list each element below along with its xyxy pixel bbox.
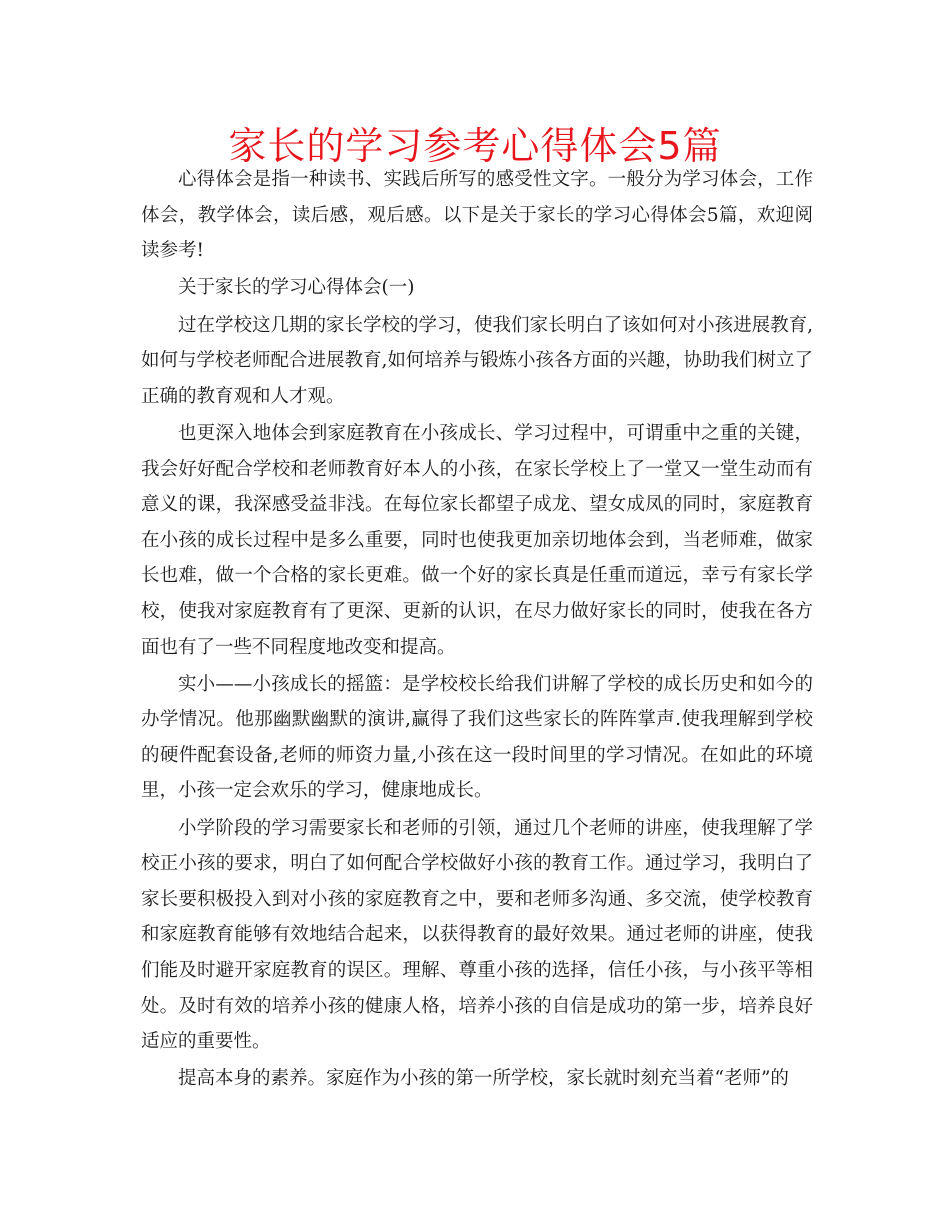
document-title: 家长的学习参考心得体会5篇	[228, 124, 722, 168]
body-paragraph: 提高本身的素养。家庭作为小孩的第一所学校，家长就时刻充当着“老师”的	[178, 1068, 789, 1090]
intro-paragraph: 心得体会是指一种读书、实践后所写的感受性文字。一般分为学习体会，工作体会，教学体会，读后感，观后感。以下是关于家长的学习心得体会5篇，欢迎阅读参考!	[141, 169, 813, 262]
body-paragraph: 过在学校这几期的家长学校的学习，使我们家长明白了该如何对小孩进展教育,如何与学校老师配合进展教育,如何培养与锻炼小孩各方面的兴趣，协助我们树立了正确的教育观和人才观。	[141, 314, 813, 407]
body-paragraph: 也更深入地体会到家庭教育在小孩成长、学习过程中，可谓重中之重的关键，我会好好配合学校和老师教育好本人的小孩，在家长学校上了一堂又一堂生动而有意义的课，我深感受益非浅。在每位家长都望子成龙、望女成凤的同时，家庭教育在小孩的成长过程中是多么重要，同时也使我更加亲切地体会到，当老师难，做家长也难，做一个合格的家长更难。做一个好的家长真是任重而道远，幸亏有家长学校，使我对家庭教育有了更深、更新的认识，在尽力做好家长的同时，使我在各方面也有了一些不同程度地改变和提高。	[141, 422, 813, 658]
section-heading: 关于家长的学习心得体会(一)	[178, 277, 415, 299]
body-paragraph: 小学阶段的学习需要家长和老师的引领，通过几个老师的讲座，使我理解了学校正小孩的要求，明白了如何配合学校做好小孩的教育工作。通过学习，我明白了家长要积极投入到对小孩的家庭教育之中，要和老师多沟通、多交流，使学校教育和家庭教育能够有效地结合起来，以获得教育的最好效果。通过老师的讲座，使我们能及时避开家庭教育的误区。理解、尊重小孩的选择，信任小孩，与小孩平等相处。及时有效的培养小孩的健康人格，培养小孩的自信是成功的第一步，培养良好适应的重要性。	[141, 817, 813, 1053]
body-paragraph: 实小——小孩成长的摇篮：是学校校长给我们讲解了学校的成长历史和如今的办学情况。他那幽默幽默的演讲,赢得了我们这些家长的阵阵掌声.使我理解到学校的硬件配套设备,老师的师资力量,小孩在这一段时间里的学习情况。在如此的环境里，小孩一定会欢乐的学习，健康地成长。	[141, 673, 813, 802]
document-body	[141, 162, 813, 1099]
